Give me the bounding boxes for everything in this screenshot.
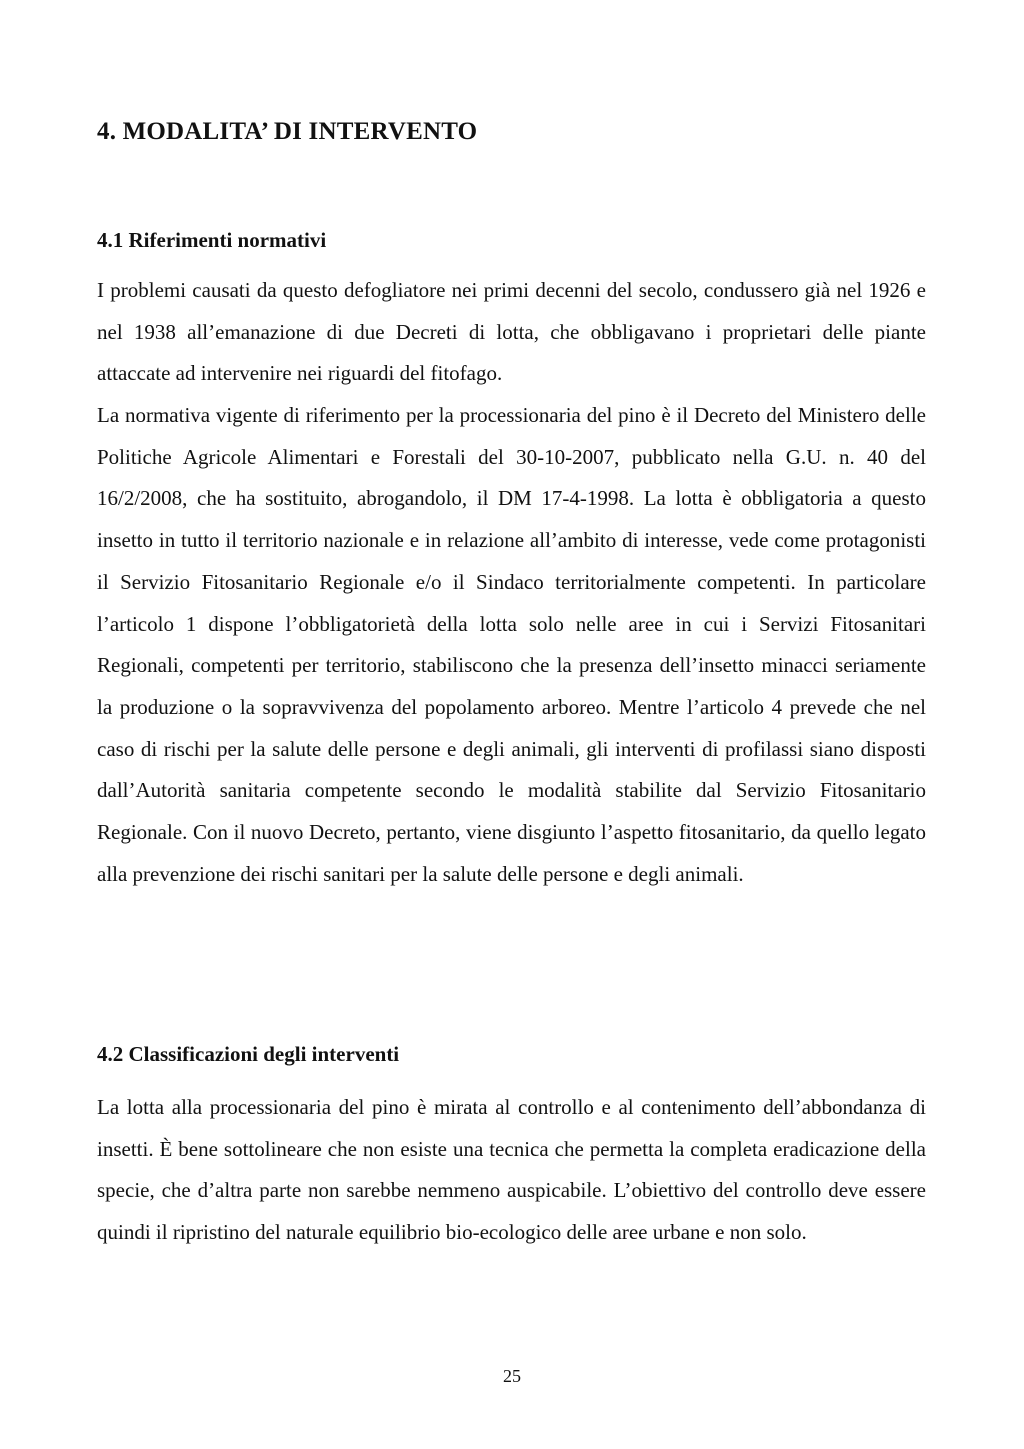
section-4-1-paragraph-2: La normativa vigente di riferimento per la processionaria del pino è il Decreto del Ministero delle Politiche Agricole Alimentari e Forestali del 30-10-2007, pubblicato nella G.U. n. 40 del 16/2/2008, che ha sostituito, abrogandolo, il DM 17-4-1998. La lotta è obbligatoria a questo insetto in tutto il territorio nazionale e in relazione all’ambito di interesse, vede come protagonisti il Servizio Fitosanitario Regionale e/o il Sindaco territorialmente competenti. In particolare l’articolo 1 dispone l’obbligatorietà della lotta solo nelle aree in cui i Servizi Fitosanitari Regionali, competenti per territorio, stabiliscono che la presenza dell’insetto minacci seriamente la produzione o la sopravvivenza del popolamento arboreo. Mentre l’articolo 4 prevede che nel caso di rischi per la salute delle persone e degli animali, gli interventi di profilassi siano disposti dall’Autorità sanitaria competente secondo le modalità stabilite dal Servizio Fitosanitario Regionale. Con il nuovo Decreto, pertanto, viene disgiunto l’aspetto fitosanitario, da quello legato alla prevenzione dei rischi sanitari per la salute delle persone e degli animali. [97,403,926,886]
section-heading-4-1: 4.1 Riferimenti normativi [97,228,327,252]
section-heading-4-2: 4.2 Classificazioni degli interventi [97,1042,400,1066]
chapter-title: 4. MODALITA’ DI INTERVENTO [97,118,478,145]
section-4-2-paragraph-1: La lotta alla processionaria del pino è mirata al controllo e al contenimento dell’abbondanza di insetti. È bene sottolineare che non esiste una tecnica che permetta la completa eradicazione della specie, che d’altra parte non sarebbe nemmeno auspicabile. L’obiettivo del controllo deve essere quindi il ripristino del naturale equilibrio bio-ecologico delle aree urbane e non solo. [97,1095,926,1245]
page-number: 25 [503,1366,521,1386]
section-4-1-paragraph-1: I problemi causati da questo defogliatore nei primi decenni del secolo, condussero già nel 1926 e nel 1938 all’emanazione di due Decreti di lotta, che obbligavano i proprietari delle piante attaccate ad intervenire nei riguardi del fitofago. [97,278,926,386]
